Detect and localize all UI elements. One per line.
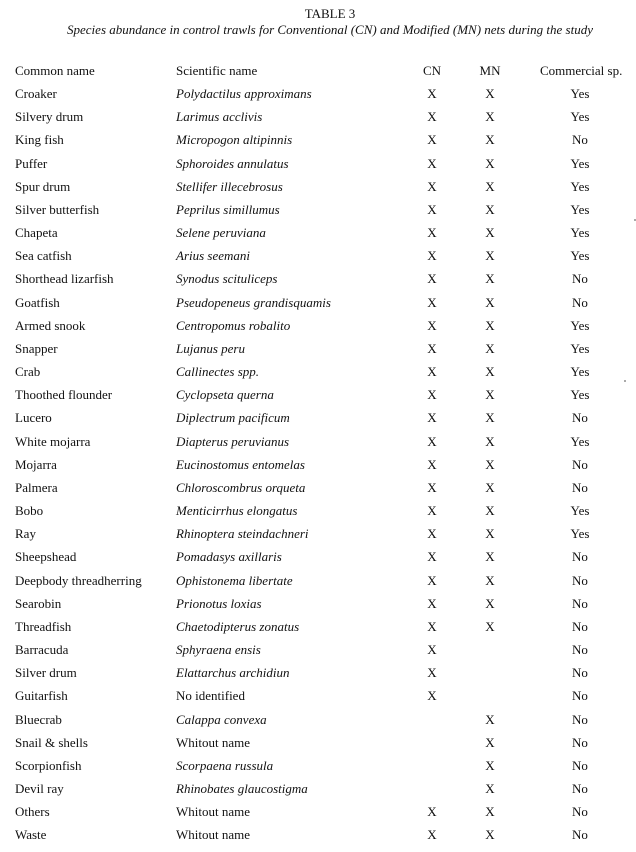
common-name-cell: Deepbody threadherring [15, 572, 142, 588]
scientific-name-cell: Polydactilus approximans [176, 86, 312, 101]
cn-cell: X [427, 410, 437, 426]
cn-cell: X [427, 364, 437, 379]
table-row [0, 756, 636, 776]
cn-cell: X [427, 225, 437, 240]
commercial-cell: No [572, 132, 588, 148]
header-commercial: Commercial sp. [540, 63, 623, 78]
header-common-name: Common name [15, 63, 95, 78]
cn-cell: X [427, 433, 437, 449]
common-name-cell: Others [15, 804, 50, 820]
scientific-name-cell: Lujanus peru [176, 340, 245, 356]
table-row [0, 710, 636, 730]
mn-cell: X [485, 479, 495, 495]
mn-cell: X [485, 572, 495, 588]
table-row [0, 779, 636, 799]
table-row [0, 825, 636, 845]
scientific-name-cell: Diapterus peruvianus [176, 433, 290, 449]
mn-cell: X [485, 456, 495, 472]
table-header-row [0, 61, 636, 81]
table-row [0, 571, 636, 591]
cn-cell: X [427, 526, 437, 542]
common-name-cell: Bobo [15, 503, 44, 519]
mn-cell: X [485, 503, 495, 519]
header-cn: CN [422, 63, 442, 78]
common-name-cell: Scorpionfish [15, 757, 82, 773]
scientific-name-cell: Pomadasys axillaris [176, 549, 282, 565]
common-name-cell: King fish [15, 132, 64, 148]
table-row [0, 432, 636, 452]
commercial-cell: No [572, 595, 588, 611]
commercial-cell: Yes [570, 503, 590, 519]
common-name-cell: Croaker [15, 86, 57, 101]
mn-cell: X [485, 618, 495, 634]
table-row [0, 177, 636, 197]
commercial-cell: No [572, 804, 588, 820]
commercial-cell: No [572, 688, 588, 704]
table-row [0, 617, 636, 637]
cn-cell: X [427, 549, 437, 565]
cn-cell: X [427, 155, 437, 171]
commercial-cell: No [572, 294, 588, 310]
common-name-cell: Bluecrab [15, 711, 62, 727]
cn-cell: X [427, 456, 437, 472]
commercial-cell: Yes [570, 109, 590, 125]
commercial-cell: Yes [570, 526, 590, 542]
mn-cell: X [485, 433, 495, 449]
table-row [0, 733, 636, 753]
mn-cell: X [485, 364, 495, 379]
cn-cell: X [427, 572, 437, 588]
table-row [0, 524, 636, 544]
cn-cell: X [427, 688, 437, 704]
scientific-name-cell: Diplectrum pacificum [176, 410, 290, 426]
cn-cell: X [427, 642, 437, 658]
mn-cell: X [485, 827, 495, 843]
mn-cell: X [485, 317, 495, 333]
cn-cell: X [427, 595, 437, 611]
scientific-name-cell: Micropogon altipinnis [176, 132, 293, 148]
common-name-cell: Ray [15, 526, 36, 542]
mn-cell: X [485, 271, 495, 287]
cn-cell: X [427, 271, 437, 287]
mn-cell: X [485, 757, 495, 773]
scientific-name-cell: Centropomus robalito [176, 317, 291, 333]
scientific-name-cell: Whitout name [176, 734, 251, 750]
common-name-cell: Snapper [15, 340, 58, 356]
mn-cell: X [485, 340, 495, 356]
table-row [0, 200, 636, 220]
scientific-name-cell: Chloroscombrus orqueta [176, 479, 306, 495]
table-row [0, 594, 636, 614]
common-name-cell: Crab [15, 364, 41, 379]
common-name-cell: Searobin [15, 595, 62, 611]
scan-speck [624, 380, 626, 382]
scientific-name-cell: Calappa convexa [176, 711, 267, 727]
common-name-cell: Guitarfish [15, 688, 68, 704]
commercial-cell: No [572, 456, 588, 472]
mn-cell: X [485, 410, 495, 426]
table-row [0, 408, 636, 428]
scientific-name-cell: Larimus acclivis [176, 109, 263, 125]
commercial-cell: No [572, 618, 588, 634]
scientific-name-cell: Selene peruviana [176, 225, 266, 240]
commercial-cell: No [572, 781, 588, 797]
mn-cell: X [485, 549, 495, 565]
table-title: TABLE 3 [304, 6, 356, 21]
common-name-cell: Lucero [15, 410, 52, 426]
table-row [0, 802, 636, 822]
commercial-cell: No [572, 827, 588, 843]
table-caption: Species abundance in control trawls for Conventional (CN) and Modified (MN) nets during the study [67, 22, 593, 37]
table-row [0, 84, 636, 104]
mn-cell: X [485, 781, 495, 797]
scientific-name-cell: Whitout name [176, 827, 251, 843]
common-name-cell: Armed snook [15, 317, 86, 333]
cn-cell: X [427, 248, 437, 264]
commercial-cell: No [572, 642, 588, 658]
common-name-cell: Goatfish [15, 294, 60, 310]
cn-cell: X [427, 86, 437, 101]
scientific-name-cell: Sphoroides annulatus [176, 155, 289, 171]
scientific-name-cell: Peprilus simillumus [176, 201, 280, 217]
common-name-cell: Sea catfish [15, 248, 72, 264]
mn-cell: X [485, 734, 495, 750]
cn-cell: X [427, 109, 437, 125]
common-name-cell: Silver drum [15, 665, 77, 681]
commercial-cell: Yes [570, 433, 590, 449]
mn-cell: X [485, 387, 495, 403]
scientific-name-cell: Chaetodipterus zonatus [176, 618, 300, 634]
mn-cell: X [485, 294, 495, 310]
commercial-cell: Yes [570, 201, 590, 217]
cn-cell: X [427, 178, 437, 194]
scientific-name-cell: Rhinoptera steindachneri [176, 526, 309, 542]
header-scientific-name: Scientific name [176, 63, 258, 78]
common-name-cell: White mojarra [15, 433, 91, 449]
common-name-cell: Silver butterfish [15, 201, 100, 217]
scientific-name-cell: Menticirrhus elongatus [176, 503, 298, 519]
mn-cell: X [485, 248, 495, 264]
common-name-cell: Puffer [15, 155, 48, 171]
mn-cell: X [485, 132, 495, 148]
scientific-name-cell: Whitout name [176, 804, 251, 820]
common-name-cell: Palmera [15, 479, 58, 495]
cn-cell: X [427, 294, 437, 310]
scientific-name-cell: Stellifer illecebrosus [176, 178, 283, 194]
mn-cell: X [485, 109, 495, 125]
scientific-name-cell: No identified [176, 688, 245, 704]
commercial-cell: No [572, 711, 588, 727]
scientific-name-cell: Ophistonema libertate [176, 572, 293, 588]
scientific-name-cell: Prionotus loxias [176, 595, 262, 611]
scientific-name-cell: Callinectes spp. [176, 364, 260, 379]
mn-cell: X [485, 804, 495, 820]
commercial-cell: Yes [570, 248, 590, 264]
table-row [0, 223, 636, 243]
mn-cell: X [485, 86, 495, 101]
scientific-name-cell: Elattarchus archidiun [176, 665, 290, 681]
commercial-cell: Yes [570, 178, 590, 194]
commercial-cell: No [572, 757, 588, 773]
common-name-cell: Silvery drum [15, 109, 84, 125]
cn-cell: X [427, 804, 437, 820]
common-name-cell: Waste [15, 827, 47, 843]
mn-cell: X [485, 595, 495, 611]
cn-cell: X [427, 387, 437, 403]
table-row [0, 478, 636, 498]
scientific-name-cell: Eucinostomus entomelas [176, 456, 305, 472]
scientific-name-cell: Sphyraena ensis [176, 642, 261, 658]
table-row [0, 455, 636, 475]
common-name-cell: Thoothed flounder [15, 387, 113, 403]
table-row [0, 107, 636, 127]
table-row [0, 501, 636, 521]
table-row [0, 547, 636, 567]
scientific-name-cell: Pseudopeneus grandisquamis [176, 294, 331, 310]
table-row [0, 269, 636, 289]
scientific-name-cell: Cyclopseta querna [176, 387, 274, 403]
table-row [0, 293, 636, 313]
commercial-cell: No [572, 572, 588, 588]
table-row [0, 130, 636, 150]
commercial-cell: No [572, 549, 588, 565]
cn-cell: X [427, 479, 437, 495]
scientific-name-cell: Scorpaena russula [176, 757, 274, 773]
cn-cell: X [427, 201, 437, 217]
common-name-cell: Chapeta [15, 225, 58, 240]
scientific-name-cell: Arius seemani [176, 248, 251, 264]
common-name-cell: Barracuda [15, 642, 69, 658]
common-name-cell: Spur drum [15, 178, 71, 194]
table-row [0, 640, 636, 660]
commercial-cell: No [572, 271, 588, 287]
table-row [0, 362, 636, 382]
table-row [0, 339, 636, 359]
mn-cell: X [485, 225, 495, 240]
common-name-cell: Shorthead lizarfish [15, 271, 114, 287]
cn-cell: X [427, 132, 437, 148]
common-name-cell: Devil ray [15, 781, 64, 797]
table-row [0, 385, 636, 405]
commercial-cell: Yes [570, 317, 590, 333]
common-name-cell: Mojarra [15, 456, 57, 472]
cn-cell: X [427, 665, 437, 681]
scientific-name-cell: Rhinobates glaucostigma [176, 781, 308, 797]
table-row [0, 246, 636, 266]
cn-cell: X [427, 503, 437, 519]
mn-cell: X [485, 178, 495, 194]
cn-cell: X [427, 618, 437, 634]
commercial-cell: Yes [570, 86, 590, 101]
header-mn: MN [479, 63, 501, 78]
commercial-cell: No [572, 665, 588, 681]
cn-cell: X [427, 827, 437, 843]
mn-cell: X [485, 155, 495, 171]
commercial-cell: Yes [570, 225, 590, 240]
table-row [0, 316, 636, 336]
cn-cell: X [427, 317, 437, 333]
mn-cell: X [485, 711, 495, 727]
common-name-cell: Sheepshead [15, 549, 77, 565]
common-name-cell: Snail & shells [15, 734, 88, 750]
commercial-cell: Yes [570, 387, 590, 403]
commercial-cell: Yes [570, 364, 590, 379]
table-row [0, 663, 636, 683]
table-row [0, 154, 636, 174]
scientific-name-cell: Synodus scituliceps [176, 271, 278, 287]
common-name-cell: Threadfish [15, 618, 72, 634]
commercial-cell: No [572, 734, 588, 750]
commercial-cell: No [572, 479, 588, 495]
commercial-cell: Yes [570, 340, 590, 356]
mn-cell: X [485, 526, 495, 542]
mn-cell: X [485, 201, 495, 217]
cn-cell: X [427, 340, 437, 356]
table-row [0, 686, 636, 706]
commercial-cell: No [572, 410, 588, 426]
commercial-cell: Yes [570, 155, 590, 171]
